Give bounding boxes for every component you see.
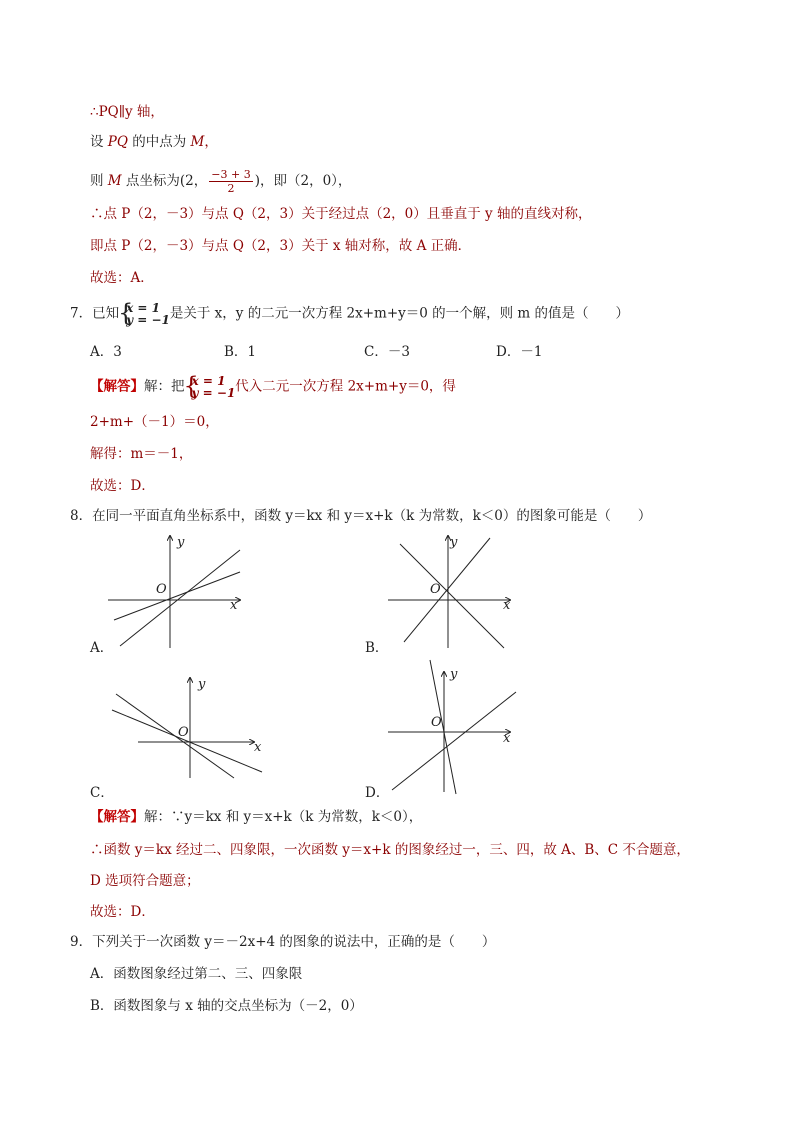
q7-option-a: A．3 (90, 344, 122, 360)
q7-sys-y: y = −1 (126, 313, 170, 327)
q8-option-d: D． (365, 785, 390, 801)
q7-answer-b: 代入二元一次方程 2x+m+y＝0，得 (235, 378, 456, 395)
sol6-line2-d: M (190, 134, 205, 150)
q8-answer-text1: 解：∵y＝kx 和 y＝x+k（k 为常数，k＜0）， (144, 809, 423, 825)
q7-answer-system (185, 375, 236, 399)
sol6-line3-a: 则 (90, 173, 108, 189)
graph-b-line-2 (404, 538, 490, 642)
q9-option-b: B．函数图象与 x 轴的交点坐标为（－2，0） (90, 998, 363, 1014)
graph-b-x-label: x (503, 598, 511, 613)
graph-c-y-label: y (198, 677, 206, 692)
q8-answer-line3: D 选项符合题意； (90, 873, 200, 889)
q7-answer-tag: 【解答】 (90, 378, 144, 395)
q7-option-d: D．－1 (496, 344, 543, 360)
sol6-line3-b: M (107, 173, 122, 189)
sol6-line2-a: 设 (90, 134, 108, 150)
q7-answer-sys-x: { x = 1 (191, 374, 226, 388)
graph-c-x-label: x (254, 740, 262, 755)
graph-a-y-label: y (177, 535, 185, 550)
sol6-line2-b: PQ (107, 134, 128, 150)
graph-d-x-label: x (503, 731, 511, 746)
sol6-line6: 故选：A． (90, 270, 154, 286)
q9-stem: 9．下列关于一次函数 y＝－2x+4 的图象的说法中，正确的是（ ） (70, 934, 496, 950)
graph-a-x-label: x (230, 598, 238, 613)
graph-d-y-label: y (450, 667, 458, 682)
q7-option-c: C．－3 (364, 344, 410, 360)
graph-b-y-label: y (450, 535, 458, 550)
sol6-fraction-num: −3 + 3 (211, 168, 251, 181)
q8-option-b: B． (365, 640, 389, 656)
q7-suffix: 是关于 x，y 的二元一次方程 2x+m+y＝0 的一个解，则 m 的值是（ ） (169, 305, 630, 322)
graph-d-line-2 (392, 692, 516, 790)
q7-sys-x: { x = 1 (126, 301, 161, 315)
q7-step1: 2+m+（－1）＝0， (90, 414, 219, 430)
q8-answer-line1 (90, 808, 422, 826)
q7-equation-system (119, 302, 170, 326)
graph-b-origin: O (430, 582, 441, 597)
graph-c-origin: O (178, 725, 189, 740)
q7-answer-a: 解：把 (144, 378, 185, 395)
sol6-fraction-den: 2 (227, 182, 235, 195)
graph-a-line-1 (120, 550, 240, 646)
q8-answer-tag: 【解答】 (90, 809, 144, 825)
q8-choice: 故选：D． (90, 904, 155, 920)
q8-answer-line2: ∴函数 y＝kx 经过二、四象限，一次函数 y＝x+k 的图象经过一，三、四，故 A、B、C 不合题意， (90, 842, 690, 858)
q8-option-c: C． (90, 785, 114, 801)
q9-option-a: A．函数图象经过第二、三、四象限 (90, 966, 303, 982)
q8-stem: 8．在同一平面直角坐标系中，函数 y＝kx 和 y＝x+k（k 为常数，k＜0）的图象可能是（ ） (70, 508, 652, 524)
sol6-line3-d: )，即（2，0）， (254, 173, 352, 189)
q7-prefix: 7．已知 (70, 305, 120, 322)
graph-d-origin: O (431, 715, 442, 730)
graph-c-line-2 (112, 710, 262, 772)
q7-step2: 解得：m＝－1， (90, 446, 193, 462)
graph-b-line-1 (400, 544, 504, 648)
q7-stem (70, 302, 629, 326)
sol6-line3-c: 点坐标为(2， (121, 173, 208, 189)
q8-option-a: A． (90, 640, 114, 656)
sol6-fraction (209, 168, 252, 195)
sol6-line5: 即点 P（2，－3）与点 Q（2，3）关于 x 轴对称，故 A 正确． (90, 238, 472, 254)
q7-answer (90, 375, 456, 399)
sol6-line2-e: ， (204, 134, 218, 150)
sol6-line4: ∴点 P（2，－3）与点 Q（2，3）关于经过点（2，0）且垂直于 y 轴的直线对称， (90, 206, 592, 222)
q7-answer-sys-y: y = −1 (191, 386, 236, 400)
sol6-line2 (90, 133, 218, 151)
graph-a-origin: O (156, 582, 167, 597)
q7-choice: 故选：D． (90, 478, 155, 494)
sol6-line1: ∴PQ∥y 轴， (90, 104, 164, 120)
graph-a-line-2 (114, 572, 240, 620)
sol6-line2-c: 的中点为 (127, 134, 191, 150)
sol6-line3 (90, 168, 351, 195)
q7-option-b: B．1 (224, 344, 257, 360)
